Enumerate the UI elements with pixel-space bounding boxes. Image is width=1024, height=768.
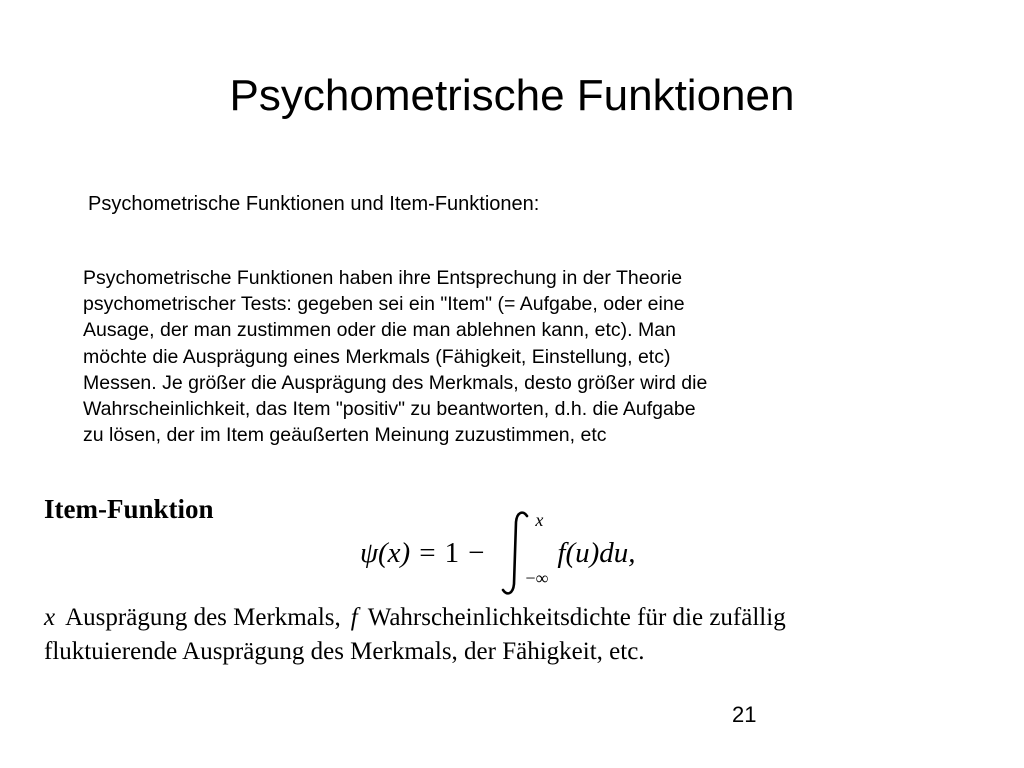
body-line: Ausage, der man zustimmen oder die man ablehnen kann, etc). Man xyxy=(83,319,676,342)
body-line: Wahrscheinlichkeit, das Item "positiv" zu beantworten, d.h. die Aufgabe xyxy=(83,398,696,421)
formula-equals: = xyxy=(419,536,436,569)
slide-title: Psychometrische Funktionen xyxy=(229,71,795,120)
description-text-b: Wahrscheinlichkeitsdichte für die zufällig xyxy=(367,604,786,631)
integral-sign xyxy=(497,508,553,598)
body-paragraph xyxy=(83,265,883,448)
description-line-2: fluktuierende Ausprägung des Merkmals, der Fähigkeit, etc. xyxy=(44,638,645,665)
formula-one: 1 xyxy=(444,536,460,569)
slide-subtitle: Psychometrische Funktionen und Item-Funktionen: xyxy=(88,193,540,215)
item-function-heading: Item-Funktion xyxy=(44,494,214,524)
formula-lhs: ψ(x) xyxy=(360,536,411,569)
lower-limit-infinity: ∞ xyxy=(535,568,549,588)
integral-upper-limit: x xyxy=(535,510,544,530)
body-line: zu lösen, der im Item geäußerten Meinung zuzustimmen, etc xyxy=(83,424,607,447)
description-text-a: Ausprägung des Merkmals, xyxy=(65,604,341,631)
integral-lower-limit xyxy=(525,568,548,589)
body-line: Psychometrische Funktionen haben ihre Entsprechung in der Theorie xyxy=(83,267,683,289)
body-line: Messen. Je größer die Ausprägung des Merkmals, desto größer wird die xyxy=(83,371,708,394)
item-function-excerpt xyxy=(0,488,1024,678)
item-function-formula xyxy=(360,508,636,598)
description-line-1 xyxy=(44,601,994,635)
variable-f: f xyxy=(350,604,358,631)
item-function-description xyxy=(44,601,994,669)
lower-limit-sign: − xyxy=(525,568,536,588)
formula-minus: − xyxy=(468,536,485,569)
page-number: 21 xyxy=(732,702,757,727)
body-line: möchte die Ausprägung eines Merkmals (Fähigkeit, Einstellung, etc) xyxy=(83,345,671,368)
body-line: psychometrischer Tests: gegeben sei ein "Item" (= Aufgabe, oder eine xyxy=(83,293,685,316)
variable-x: x xyxy=(44,604,56,631)
formula-integrand: f(u)du, xyxy=(557,536,636,569)
